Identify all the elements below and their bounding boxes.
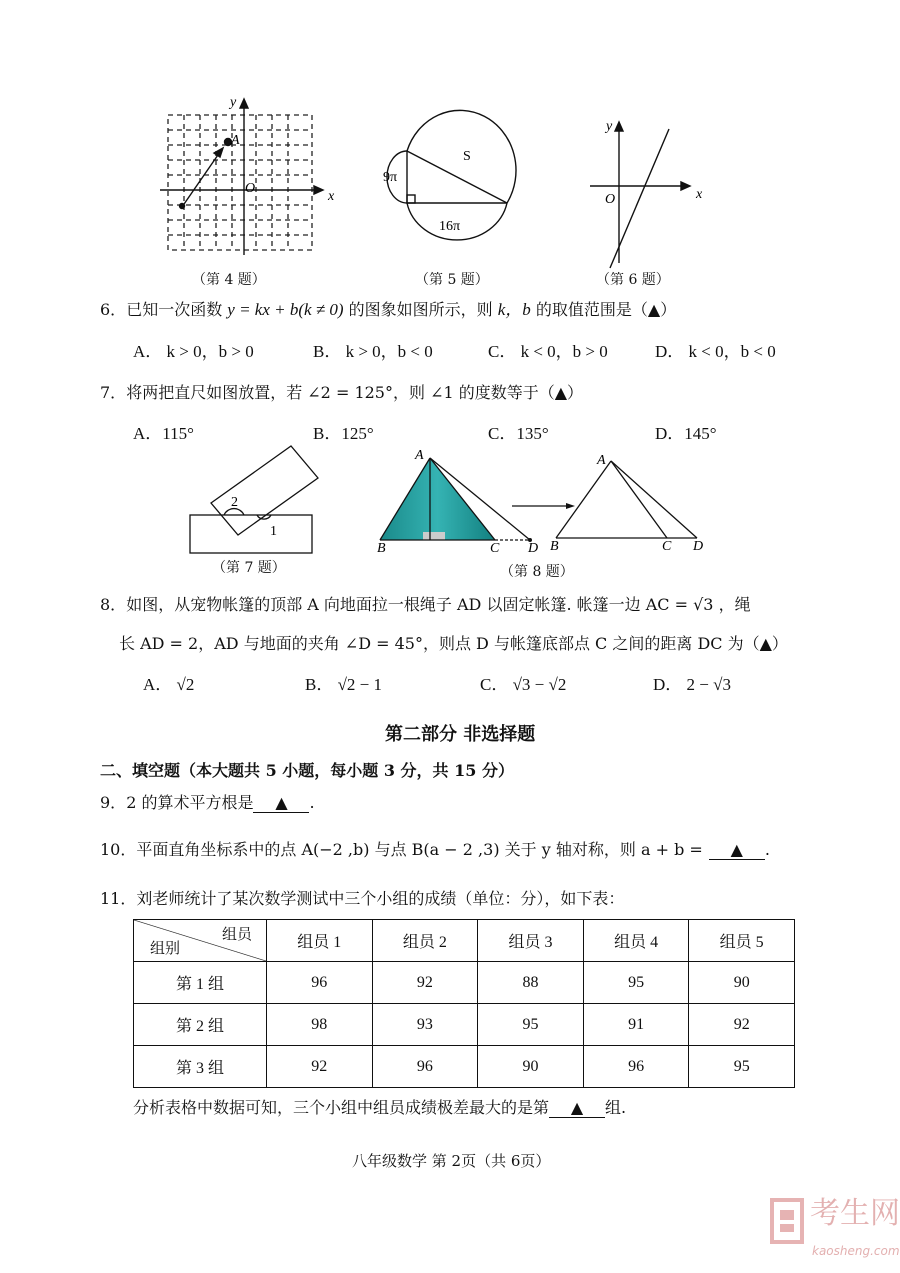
area-label-16pi: 16π bbox=[439, 219, 461, 234]
option-d: D．145° bbox=[655, 424, 717, 443]
answer-blank[interactable]: ▲ bbox=[253, 794, 309, 813]
point-label-a: A bbox=[415, 448, 424, 463]
option-d: D． 2 − √3 bbox=[653, 675, 731, 694]
caption-q5: （第 5 题） bbox=[415, 272, 489, 288]
column-header: 组员 3 bbox=[478, 920, 584, 962]
question-7 bbox=[100, 382, 583, 404]
question-text: 如图，从宠物帐篷的顶部 A 向地面拉一根绳子 AD 以固定帐篷. 帐篷一边 AC = √3 ，绳 bbox=[126, 595, 751, 614]
axis-label-y: y bbox=[606, 119, 613, 134]
column-header: 组员 5 bbox=[689, 920, 795, 962]
point-label-a: A bbox=[597, 453, 606, 468]
question-text: 的取值范围是（▲） bbox=[530, 300, 677, 319]
caption-q7: （第 7 题） bbox=[212, 560, 286, 576]
option-a: A．115° bbox=[133, 424, 194, 443]
score-cell: 93 bbox=[372, 1004, 478, 1046]
question-number: 7． bbox=[100, 383, 127, 402]
figure-q7-rulers bbox=[188, 443, 338, 558]
score-cell: 95 bbox=[583, 962, 689, 1004]
point-label-c: C bbox=[662, 539, 672, 554]
analysis-text: 分析表格中数据可知，三个小组中组员成绩极差最大的是第 bbox=[133, 1098, 550, 1117]
score-cell: 90 bbox=[689, 962, 795, 1004]
area-label-9pi: 9π bbox=[383, 170, 398, 185]
score-cell: 96 bbox=[267, 962, 373, 1004]
question-text: 平面直角坐标系中的点 A(−2 ,b) 与点 B(a − 2 ,3) 关于 y 轴对称，则 a + b = bbox=[136, 840, 703, 859]
score-cell: 95 bbox=[478, 1004, 584, 1046]
origin-label: O bbox=[605, 192, 616, 207]
option-b: B．125° bbox=[313, 424, 374, 443]
question-number: 11． bbox=[100, 889, 137, 908]
score-cell: 91 bbox=[583, 1004, 689, 1046]
caption-q6: （第 6 题） bbox=[596, 272, 670, 288]
score-table bbox=[133, 919, 795, 1088]
answer-blank[interactable]: ▲ bbox=[549, 1099, 605, 1118]
question-9 bbox=[100, 792, 315, 814]
option-b: B． k > 0，b < 0 bbox=[313, 342, 433, 361]
corner-bottom-label: 组别 bbox=[150, 941, 181, 957]
axis-label-y: y bbox=[230, 95, 237, 110]
score-cell: 90 bbox=[478, 1046, 584, 1088]
score-cell: 88 bbox=[478, 962, 584, 1004]
question-number: 8． bbox=[100, 595, 127, 614]
point-label-b: B bbox=[550, 539, 559, 554]
point-label-b: B bbox=[377, 541, 386, 556]
corner-top-label: 组员 bbox=[221, 927, 252, 943]
axis-label-x: x bbox=[328, 189, 335, 204]
option-c: C．135° bbox=[488, 424, 549, 443]
page-footer: 八年级数学 第 2页（共 6页） bbox=[352, 1152, 551, 1170]
question-number: 9． bbox=[100, 793, 127, 812]
question-10 bbox=[100, 839, 770, 861]
section-heading: 二、填空题（本大题共 5 小题，每小题 3 分，共 15 分） bbox=[100, 761, 514, 780]
option-c: C． √3 − √2 bbox=[480, 675, 567, 694]
suffix-text: 组. bbox=[605, 1098, 627, 1117]
formula: y = kx + b(k ≠ 0) bbox=[227, 300, 344, 319]
part-title: 第二部分 非选择题 bbox=[385, 724, 536, 745]
row-header: 第 1 组 bbox=[134, 962, 267, 1004]
period: . bbox=[764, 840, 770, 859]
score-cell: 96 bbox=[583, 1046, 689, 1088]
point-label-d: D bbox=[693, 539, 704, 554]
axis-label-x: x bbox=[696, 187, 703, 202]
area-label-s: S bbox=[463, 149, 471, 164]
figure-q5-squares-circles bbox=[375, 115, 520, 255]
column-header: 组员 1 bbox=[267, 920, 373, 962]
option-b: B． √2 − 1 bbox=[305, 675, 383, 694]
table-row bbox=[134, 962, 795, 1004]
option-a: A． k > 0，b > 0 bbox=[133, 342, 254, 361]
table-row bbox=[134, 1046, 795, 1088]
question-6 bbox=[100, 299, 676, 321]
question-11 bbox=[100, 888, 624, 910]
option-c: C． k < 0，b > 0 bbox=[488, 342, 608, 361]
watermark-name: 考生网 bbox=[810, 1196, 900, 1231]
figure-q8-tent bbox=[375, 446, 725, 558]
origin-label: O bbox=[245, 181, 256, 196]
caption-q4: （第 4 题） bbox=[192, 272, 266, 288]
option-d: D． k < 0，b < 0 bbox=[655, 342, 776, 361]
variables: k，b bbox=[497, 300, 531, 319]
watermark-logo-icon bbox=[770, 1196, 806, 1246]
question-8 bbox=[100, 594, 751, 616]
row-header: 第 2 组 bbox=[134, 1004, 267, 1046]
figure-q4-grid bbox=[160, 95, 340, 260]
watermark-url: kaosheng.com bbox=[812, 1244, 900, 1258]
score-cell: 92 bbox=[689, 1004, 795, 1046]
question-text: 将两把直尺如图放置，若 ∠2 = 125°，则 ∠1 的度数等于（▲） bbox=[126, 383, 584, 402]
question-text: 已知一次函数 bbox=[126, 300, 228, 319]
option-a: A． √2 bbox=[143, 675, 195, 694]
score-cell: 92 bbox=[267, 1046, 373, 1088]
table-header-row bbox=[134, 920, 795, 962]
angle-label-1: 1 bbox=[270, 524, 277, 539]
corner-cell bbox=[134, 920, 267, 962]
point-label-d: D bbox=[528, 541, 539, 556]
angle-label-2: 2 bbox=[231, 495, 238, 510]
column-header: 组员 4 bbox=[583, 920, 689, 962]
point-label-c: C bbox=[490, 541, 500, 556]
point-label-a: A bbox=[231, 133, 240, 148]
question-number: 10． bbox=[100, 840, 137, 859]
question-text: 的图象如图所示，则 bbox=[343, 300, 498, 319]
caption-q8: （第 8 题） bbox=[500, 564, 574, 580]
question-8-line2: 长 AD = 2，AD 与地面的夹角 ∠D = 45°，则点 D 与帐篷底部点 C 之间的距离 DC 为（▲） bbox=[119, 634, 788, 653]
question-number: 6． bbox=[100, 300, 127, 319]
answer-blank[interactable]: ▲ bbox=[709, 841, 765, 860]
score-cell: 98 bbox=[267, 1004, 373, 1046]
score-cell: 92 bbox=[372, 962, 478, 1004]
score-cell: 95 bbox=[689, 1046, 795, 1088]
question-text: 2 的算术平方根是 bbox=[126, 793, 254, 812]
period: . bbox=[309, 793, 315, 812]
row-header: 第 3 组 bbox=[134, 1046, 267, 1088]
score-cell: 96 bbox=[372, 1046, 478, 1088]
question-11-analysis bbox=[133, 1097, 626, 1119]
figure-q6-line-graph bbox=[590, 118, 710, 268]
table-row bbox=[134, 1004, 795, 1046]
question-text: 刘老师统计了某次数学测试中三个小组的成绩（单位：分），如下表： bbox=[136, 889, 625, 908]
column-header: 组员 2 bbox=[372, 920, 478, 962]
